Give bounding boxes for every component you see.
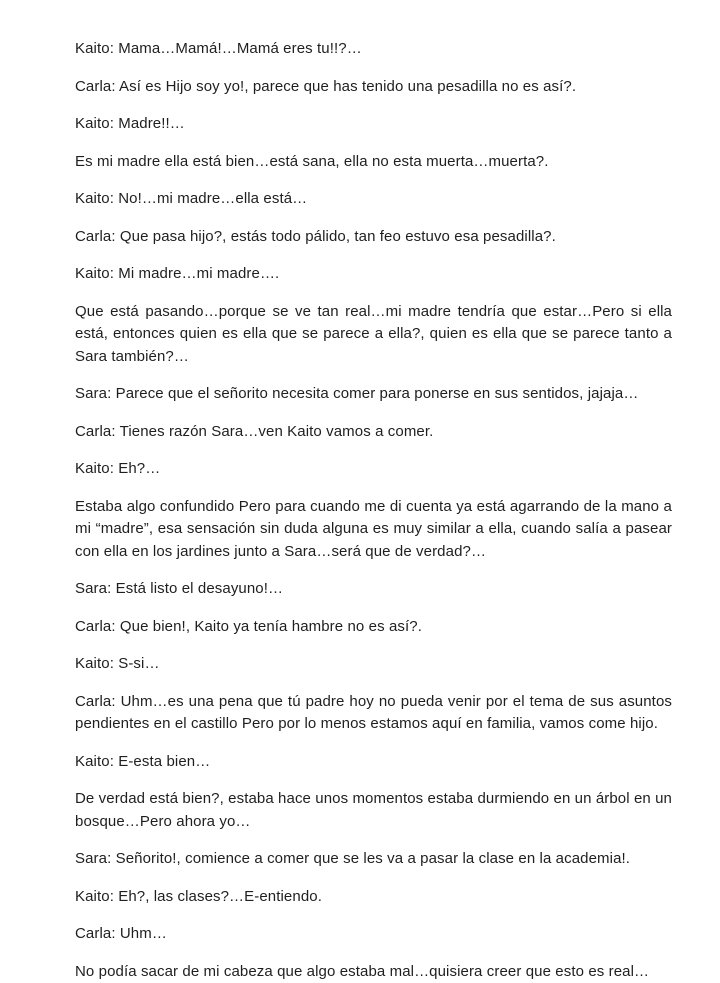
paragraph-6: Carla: Que pasa hijo?, estás todo pálido, tan feo estuvo esa pesadilla?. [75,226,672,249]
paragraph-7: Kaito: Mi madre…mi madre…. [75,263,672,286]
paragraph-2: Carla: Así es Hijo soy yo!, parece que has tenido una pesadilla no es así?. [75,76,672,99]
paragraph-16: Carla: Uhm…es una pena que tú padre hoy no pueda venir por el tema de sus asuntos pendientes en el castillo Pero por lo menos estamos aquí en familia, vamos come hijo. [75,691,672,736]
paragraph-14: Carla: Que bien!, Kaito ya tenía hambre no es así?. [75,616,672,639]
paragraph-1: Kaito: Mama…Mamá!…Mamá eres tu!!?… [75,38,672,61]
paragraph-20: Kaito: Eh?, las clases?…E-entiendo. [75,886,672,909]
paragraph-22: No podía sacar de mi cabeza que algo estaba mal…quisiera creer que esto es real… [75,961,672,983]
paragraph-13: Sara: Está listo el desayuno!… [75,578,672,601]
paragraph-5: Kaito: No!…mi madre…ella está… [75,188,672,211]
paragraph-9: Sara: Parece que el señorito necesita comer para ponerse en sus sentidos, jajaja… [75,383,672,406]
paragraph-18: De verdad está bien?, estaba hace unos momentos estaba durmiendo en un árbol en un bosque…Pero ahora yo… [75,788,672,833]
paragraph-21: Carla: Uhm… [75,923,672,946]
paragraph-10: Carla: Tienes razón Sara…ven Kaito vamos a comer. [75,421,672,444]
paragraph-15: Kaito: S-si… [75,653,672,676]
paragraph-4: Es mi madre ella está bien…está sana, ella no esta muerta…muerta?. [75,151,672,174]
paragraph-17: Kaito: E-esta bien… [75,751,672,774]
paragraph-8: Que está pasando…porque se ve tan real…mi madre tendría que estar…Pero si ella está, entonces quien es ella que se parece a ella?, quien es ella que se parece tanto a Sara también?… [75,301,672,369]
paragraph-3: Kaito: Madre!!… [75,113,672,136]
paragraph-19: Sara: Señorito!, comience a comer que se les va a pasar la clase en la academia!. [75,848,672,871]
paragraph-11: Kaito: Eh?… [75,458,672,481]
paragraph-12: Estaba algo confundido Pero para cuando me di cuenta ya está agarrando de la mano a mi “madre”, esa sensación sin duda alguna es muy similar a ella, cuando salía a pasear con ella en los jardines junto a Sara…será que de verdad?… [75,496,672,564]
